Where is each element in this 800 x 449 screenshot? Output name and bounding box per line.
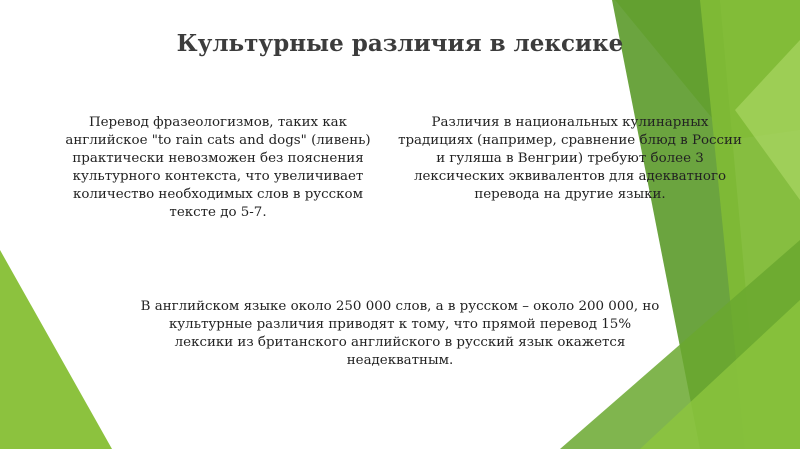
culinary-paragraph: Различия в национальных кулинарных традициях (например, сравнение блюд в России и гуляша в Венгрии) требуют более 3 лексических эквивалентов для адекватного перевода на другие языки.	[398, 115, 742, 202]
vocabulary-size-paragraph: В английском языке около 250 000 слов, а в русском – около 200 000, но культурные различия приводят к тому, что прямой перевод 15% лексики из британского английского в русский язык окажется неадекватным.	[140, 299, 660, 368]
slide-title: Культурные различия в лексике	[176, 30, 624, 57]
phraseology-paragraph: Перевод фразеологизмов, таких как английское "to rain cats and dogs" (ливень) практически невозможен без пояснения культурного контекста, что увеличивает количество необходимых слов в русском тексте до 5-7.	[65, 115, 371, 220]
left-corner-facet	[0, 250, 112, 449]
